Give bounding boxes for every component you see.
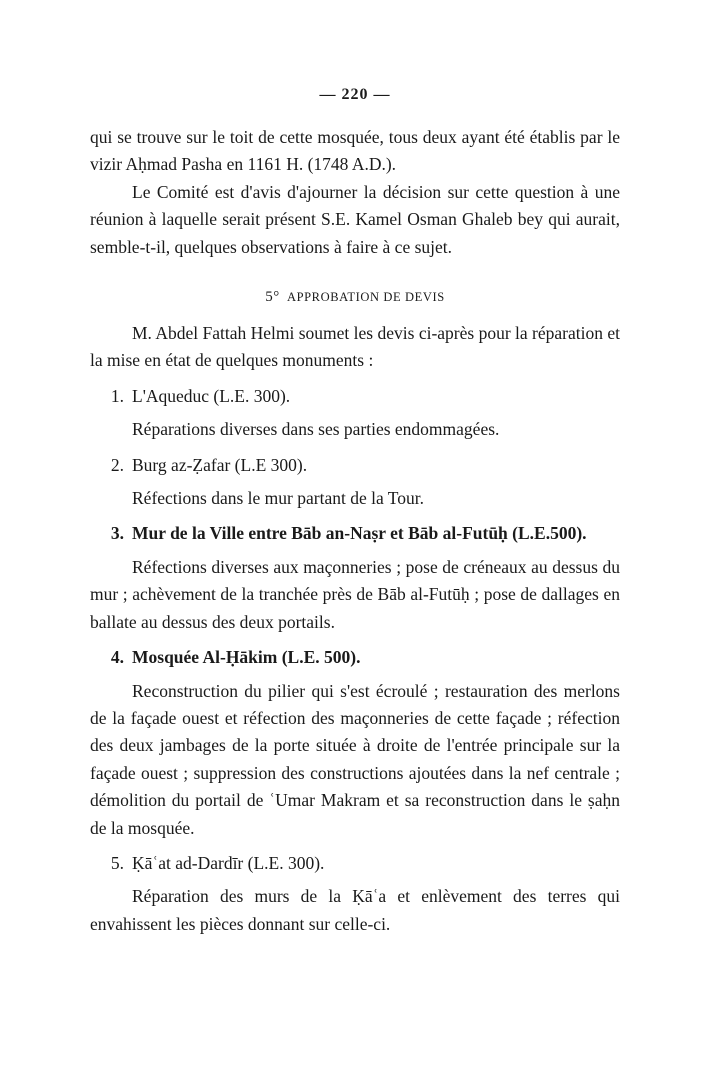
section-heading bbox=[90, 289, 620, 306]
section-title: APPROBATION DE DEVIS bbox=[286, 290, 445, 305]
list-item-5 bbox=[90, 850, 620, 877]
item-title: Burg az-Ẓafar (L.E 300). bbox=[132, 454, 308, 475]
list-item-2 bbox=[90, 452, 620, 479]
page-number: — 220 — bbox=[319, 86, 391, 103]
item-title: Ḳāʿat ad-Dardīr (L.E. 300). bbox=[132, 852, 325, 873]
paragraph-continuation: qui se trouve sur le toit de cette mosquée, tous deux ayant été établis par le vizir Aḥmad Pasha en 1161 H. (1748 A.D.). bbox=[90, 127, 620, 175]
list-item-4 bbox=[90, 644, 620, 671]
item-title: Mur de la Ville entre Bāb an-Naṣr et Bāb al-Futūḥ (L.E.500). bbox=[132, 523, 587, 544]
item-number: 2. bbox=[110, 454, 124, 475]
list-item-1 bbox=[90, 383, 620, 410]
section-number: 5° bbox=[265, 289, 280, 306]
item-description: Réfections dans le mur partant de la Tour. bbox=[132, 488, 424, 509]
item-description: Réparations diverses dans ses parties endommagées. bbox=[132, 419, 500, 440]
list-item-3 bbox=[90, 520, 620, 547]
item-number: 3. bbox=[110, 523, 124, 544]
paragraph-comite: Le Comité est d'avis d'ajourner la décision sur cette question à une réunion à laquelle serait présent S.E. Kamel Osman Ghaleb bey qui aurait, semble-t-il, quelques observations à faire à ce sujet. bbox=[90, 181, 620, 257]
item-number: 5. bbox=[110, 852, 124, 873]
item-description: Reconstruction du pilier qui s'est écroulé ; restauration des merlons de la façade ouest et réfection des maçonneries de cette façade ; réfection des deux jambages de la porte située à droite de l'entrée principale sur la façade ouest ; suppression des constructions ajoutées dans la nef centrale ; démolition du portail de ʿUmar Makram et sa reconstruction dans le ṣaḥn de la mosquée. bbox=[90, 680, 620, 838]
item-number: 1. bbox=[110, 385, 124, 406]
item-description: Réparation des murs de la Ḳāʿa et enlèvement des terres qui envahissent les pièces donnant sur celle-ci. bbox=[90, 886, 620, 934]
paragraph-intro: M. Abdel Fattah Helmi soumet les devis ci-après pour la réparation et la mise en état de quelques monuments : bbox=[90, 323, 620, 371]
item-description: Réfections diverses aux maçonneries ; pose de créneaux au dessus du mur ; achèvement de la tranchée près de Bāb al-Futūḥ ; pose de dallages en ballate au dessus des deux portails. bbox=[90, 556, 620, 632]
item-title: Mosquée Al-Ḥākim (L.E. 500). bbox=[132, 647, 361, 668]
item-number: 4. bbox=[110, 647, 124, 668]
item-title: L'Aqueduc (L.E. 300). bbox=[132, 385, 291, 406]
